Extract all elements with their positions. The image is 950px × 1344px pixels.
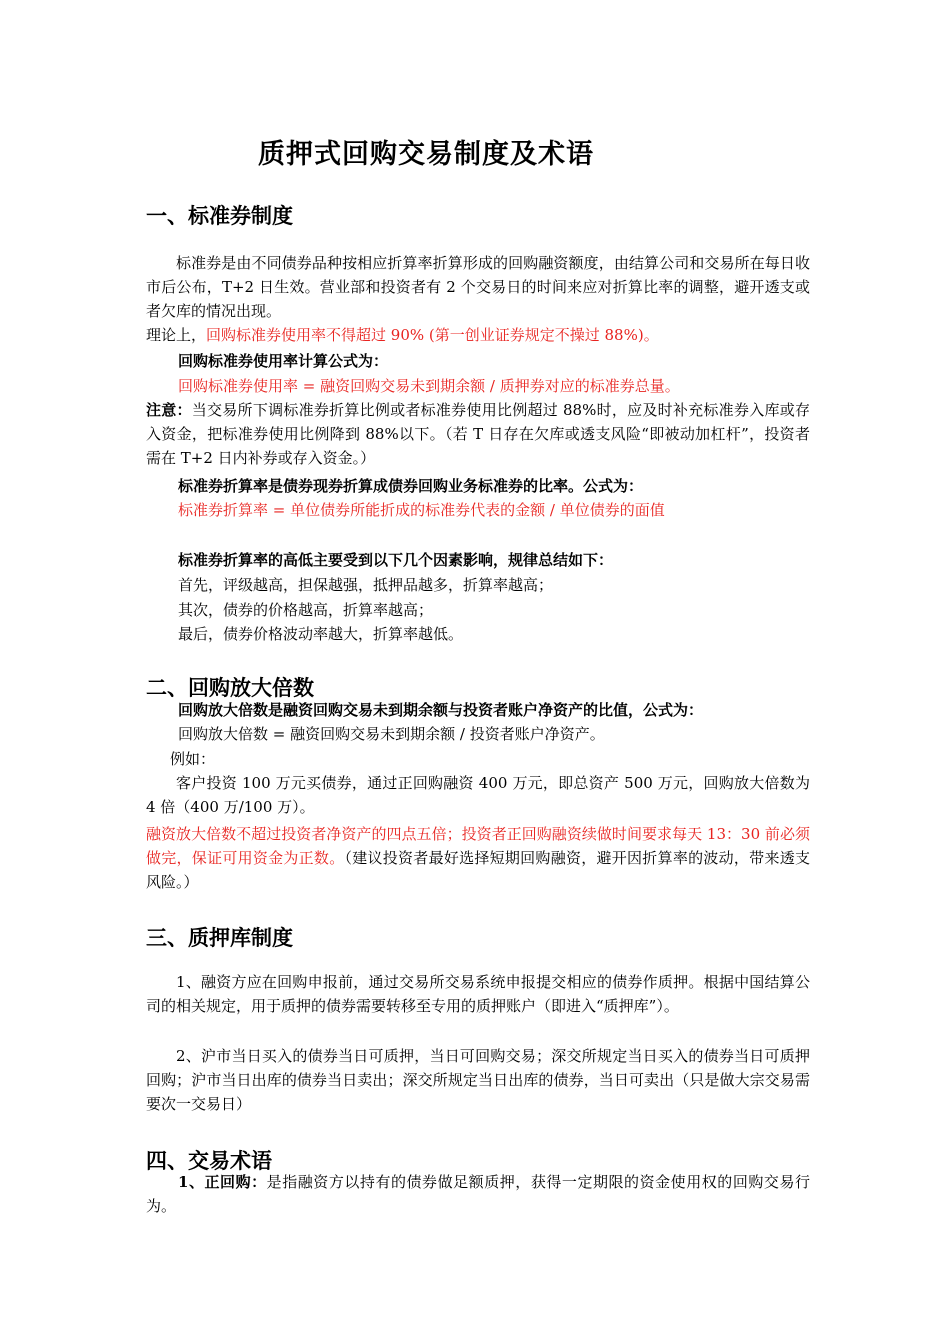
section-4-heading: 四、交易术语 bbox=[146, 1149, 272, 1173]
s1-note-label: 注意： bbox=[146, 401, 192, 419]
s2-formula: 回购放大倍数 = 融资回购交易未到期余额 / 投资者账户净资产。 bbox=[178, 725, 605, 743]
s1-note-text: 当交易所下调标准券折算比例或者标准券使用比例超过 88%时，应及时补充标准券入库或存入资金，把标准券使用比例降到 88%以下。（若 T 日存在欠库或透支风险“即被动加杠杆”，投资者需在 T+2 日内补券或存入资金。） bbox=[146, 401, 810, 467]
s4-term1-label: 1、正回购： bbox=[178, 1173, 267, 1191]
s4-term1-text: 是指融资方以持有的债券做足额质押，获得一定期限的资金使用权的回购交易行为。 bbox=[146, 1173, 810, 1215]
s1-p2-prefix: 理论上， bbox=[146, 326, 207, 344]
section-3-heading: 三、质押库制度 bbox=[146, 926, 293, 950]
s1-note bbox=[146, 398, 810, 470]
document-title: 质押式回购交易制度及术语 bbox=[258, 139, 594, 170]
s1-p2-red: 回购标准券使用率不得超过 90% (第一创业证券规定不操过 88%)。 bbox=[206, 326, 659, 344]
section-2-heading: 二、回购放大倍数 bbox=[146, 676, 314, 700]
s1-formula2-label: 标准券折算率是债券现券折算成债券回购业务标准券的比率。公式为： bbox=[178, 477, 644, 495]
s2-rule-tail: （建议投资者最好选择短期回购融资，避开因折算率的波动，带来透支风险。） bbox=[146, 849, 810, 891]
s2-example: 客户投资 100 万元买债券，通过正回购融资 400 万元，即总资产 500 万元，回购放大倍数为 4 倍（400 万/100 万）。 bbox=[146, 774, 810, 816]
s2-example-label: 例如： bbox=[170, 750, 216, 768]
s1-factor-3: 最后，债券价格波动率越大，折算率越低。 bbox=[178, 625, 464, 643]
s2-rule-red: 融资放大倍数不超过投资者净资产的四点五倍；投资者正回购融资续做时间要求每天 13：30 前必须做完，保证可用资金为正数。 bbox=[146, 825, 810, 867]
s1-factor-2: 其次，债券的价格越高，折算率越高； bbox=[178, 601, 434, 619]
s1-formula2: 标准券折算率 = 单位债券所能折成的标准券代表的金额 / 单位债券的面值 bbox=[178, 501, 665, 519]
section-1-heading: 一、标准券制度 bbox=[146, 204, 293, 228]
s1-formula1-label: 回购标准券使用率计算公式为： bbox=[178, 352, 389, 370]
s1-formula1: 回购标准券使用率 = 融资回购交易未到期余额 / 质押券对应的标准券总量。 bbox=[178, 377, 680, 395]
s3-paragraph-2: 2、沪市当日买入的债券当日可质押，当日可回购交易；深交所规定当日买入的债券当日可质押回购；沪市当日出库的债券当日卖出；深交所规定当日出库的债券，当日可卖出（只是做大宗交易需要次一交易日） bbox=[146, 1047, 810, 1113]
s2-rule bbox=[146, 822, 810, 894]
s1-paragraph-1: 标准券是由不同债券品种按相应折算率折算形成的回购融资额度，由结算公司和交易所在每日收市后公布，T+2 日生效。营业部和投资者有 2 个交易日的时间来应对折算比率的调整，避开透支或者欠库的情况出现。 bbox=[146, 254, 810, 320]
s1-factors-label: 标准券折算率的高低主要受到以下几个因素影响，规律总结如下： bbox=[178, 551, 614, 569]
s4-term-1 bbox=[146, 1170, 810, 1218]
s3-paragraph-1: 1、融资方应在回购申报前，通过交易所交易系统申报提交相应的债券作质押。根据中国结算公司的相关规定，用于质押的债券需要转移至专用的质押账户（即进入“质押库”）。 bbox=[146, 973, 810, 1015]
s1-paragraph-2 bbox=[146, 323, 659, 347]
s1-factor-1: 首先，评级越高，担保越强，抵押品越多，折算率越高； bbox=[178, 576, 554, 594]
s2-def-label: 回购放大倍数是融资回购交易未到期余额与投资者账户净资产的比值，公式为： bbox=[178, 701, 704, 719]
